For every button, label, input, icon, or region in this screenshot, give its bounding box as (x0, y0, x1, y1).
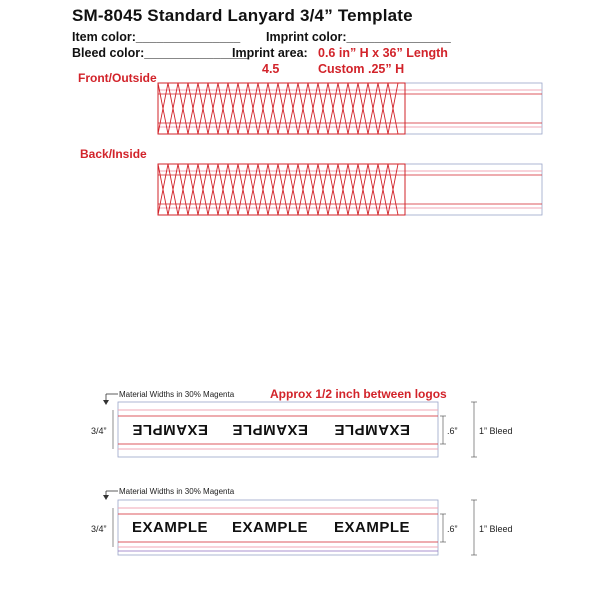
logo-spacing-note: Approx 1/2 inch between logos (270, 387, 447, 401)
strap-width-label-1: 3/4” (91, 426, 107, 436)
imprint-area-value: 0.6 in” H x 36” Length (318, 46, 448, 60)
example-logo-flipped-1: EXAMPLE (132, 421, 209, 438)
example-logo-flipped-2: EXAMPLE (232, 421, 309, 438)
imprint-area-label: Imprint area: (232, 46, 308, 60)
item-color-field: Item color:_______________ (72, 30, 241, 44)
example-logo-3: EXAMPLE (334, 519, 411, 536)
front-strap (158, 83, 542, 134)
imprint-color-field: Imprint color:_______________ (266, 30, 451, 44)
bleed-color-field: Bleed color:_______________ (72, 46, 249, 60)
custom-height-note: Custom .25” H (318, 62, 405, 76)
material-width-note-2: Material Widths in 30% Magenta (119, 487, 235, 496)
front-section-label: Front/Outside (78, 71, 157, 85)
material-width-note-1: Material Widths in 30% Magenta (119, 390, 235, 399)
front-stitch-pattern (158, 83, 398, 134)
bleed-label-1: 1” Bleed (479, 426, 513, 436)
strap-width-label-2: 3/4” (91, 524, 107, 534)
imprint-height-label-2: .6” (447, 524, 458, 534)
page-title: SM-8045 Standard Lanyard 3/4” Template (72, 6, 413, 25)
example-logo-flipped-3: EXAMPLE (334, 421, 411, 438)
example-logo-2: EXAMPLE (232, 519, 309, 536)
example-logo-1: EXAMPLE (132, 519, 209, 536)
back-strap (158, 164, 542, 215)
size-note: 4.5 (262, 62, 280, 76)
imprint-height-label-1: .6” (447, 426, 458, 436)
bleed-label-2: 1” Bleed (479, 524, 513, 534)
back-stitch-pattern (158, 164, 398, 215)
back-section-label: Back/Inside (80, 147, 147, 161)
